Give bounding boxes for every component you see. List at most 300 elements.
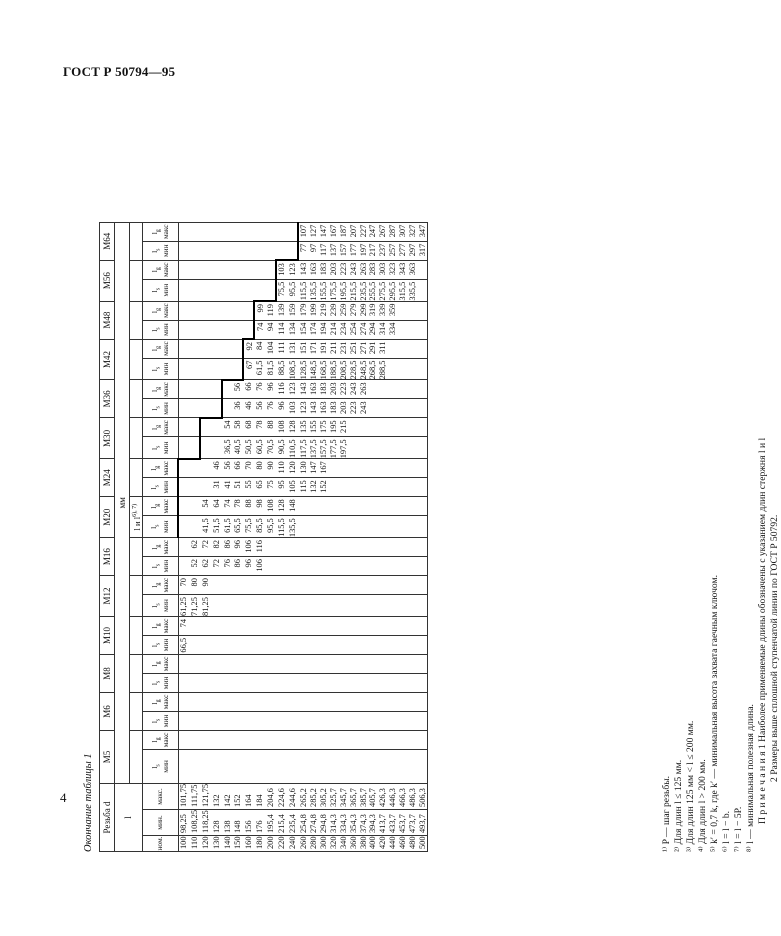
ls-value: 277 — [398, 241, 408, 260]
ls-value — [200, 749, 211, 783]
lg-value — [319, 654, 329, 673]
ls-value: 46 — [243, 399, 254, 418]
lg-value — [254, 260, 265, 279]
note-2: ²⁾ Для длин l ≤ 125 мм. — [673, 759, 684, 852]
ls-value — [378, 557, 388, 576]
lg-value — [398, 654, 408, 673]
lg-value — [398, 730, 408, 749]
ls-value — [328, 516, 338, 538]
l-nom: 140 — [222, 836, 233, 852]
ls-min-header — [143, 516, 179, 538]
lg-value: 359 — [388, 301, 398, 320]
lg-value — [417, 260, 427, 279]
lg-value — [348, 654, 358, 673]
l-min: 274,8 — [309, 809, 319, 835]
ls-value — [417, 279, 427, 301]
ls-value — [328, 711, 338, 730]
ls-value — [211, 241, 222, 260]
size-header: M8 — [100, 654, 115, 692]
lg-value: 99 — [254, 301, 265, 320]
l-max: 446,3 — [388, 783, 398, 809]
ls-value — [276, 241, 287, 260]
lg-value — [200, 222, 211, 241]
ls-value: 62 — [200, 557, 211, 576]
ls-value: 154 — [298, 320, 309, 339]
ls-value — [319, 711, 329, 730]
ls-value — [388, 358, 398, 380]
ls-sub: s — [154, 524, 161, 527]
ls-value: 71,25 — [189, 595, 200, 617]
l-nom: 130 — [211, 836, 222, 852]
l-min: 176 — [254, 809, 265, 835]
ls-value — [254, 279, 265, 301]
ls-value — [276, 557, 287, 576]
lg-value: 119 — [265, 301, 276, 320]
lg-max: макс — [160, 460, 170, 476]
l-max: 365,7 — [348, 783, 358, 809]
l-max: 152 — [232, 783, 243, 809]
l-nom: 480 — [408, 836, 418, 852]
ls-sym: l — [149, 645, 159, 648]
ls-value — [408, 557, 418, 576]
l-min: 235,4 — [287, 809, 298, 835]
ls-min: мин — [160, 638, 170, 652]
lg-value: 171 — [309, 339, 319, 358]
ls-min: мин — [160, 520, 170, 533]
lg-value — [408, 692, 418, 711]
size-header: M36 — [100, 380, 115, 418]
lg-value: 319 — [368, 301, 378, 320]
lg-value: 80 — [254, 459, 265, 478]
lg-value — [298, 616, 309, 635]
size-header: M10 — [100, 616, 115, 654]
lg-value: 307 — [398, 222, 408, 241]
ls-min-header — [143, 241, 179, 260]
ls-value: 76 — [265, 399, 276, 418]
lg-value — [211, 301, 222, 320]
lg-value — [232, 222, 243, 241]
ls-value — [232, 358, 243, 380]
lg-value — [189, 260, 200, 279]
ls-value — [328, 749, 338, 783]
l-min: 453,7 — [398, 809, 408, 835]
ls-sym: l — [149, 487, 159, 490]
ls-value: 177 — [348, 241, 358, 260]
ls-lg-label — [130, 654, 143, 692]
lg-value: 155 — [309, 418, 319, 437]
lg-value — [338, 538, 348, 557]
ls-value — [265, 595, 276, 617]
ls-value: 50,5 — [243, 437, 254, 459]
lg-value — [178, 497, 189, 516]
lg-value: 111 — [276, 339, 287, 358]
lg-value: 283 — [368, 260, 378, 279]
lg-value — [200, 459, 211, 478]
ls-value: 214 — [328, 320, 338, 339]
lg-value — [319, 692, 329, 711]
l-min: 334,3 — [338, 809, 348, 835]
ls-sub: s — [154, 287, 161, 291]
lg-value — [368, 654, 378, 673]
ls-value: 75 — [265, 478, 276, 497]
lg-value — [338, 459, 348, 478]
ls-value: 148,5 — [309, 358, 319, 380]
lg-value — [265, 538, 276, 557]
ls-value — [348, 437, 358, 459]
l-min: 354,3 — [348, 809, 358, 835]
l-nom: 200 — [265, 836, 276, 852]
ls-value — [298, 516, 309, 538]
lg-value: 227 — [358, 222, 368, 241]
ls-value: 134 — [287, 320, 298, 339]
ls-value: 36 — [232, 399, 243, 418]
lg-value — [222, 654, 233, 673]
lg-value: 148 — [287, 497, 298, 516]
note-8: ⁸⁾ l — минимальная полезная длина. — [745, 704, 756, 852]
ls-value — [243, 711, 254, 730]
ls-value — [211, 320, 222, 339]
ls-value — [200, 437, 211, 459]
ls-value — [254, 749, 265, 783]
lg-value: 139 — [276, 301, 287, 320]
lg-sub: g — [154, 737, 161, 741]
l-max: 506,3 — [417, 783, 427, 809]
ls-value — [254, 711, 265, 730]
ls-value — [408, 399, 418, 418]
ls-value — [328, 557, 338, 576]
ls-sub: s — [154, 563, 161, 567]
table-row — [211, 222, 222, 851]
ls-sub: s — [154, 406, 161, 409]
ls-value: 40,5 — [232, 437, 243, 459]
lg-value — [417, 497, 427, 516]
l-nom: 160 — [243, 836, 254, 852]
ls-value — [243, 635, 254, 654]
ls-value — [200, 399, 211, 418]
lg-value: 147 — [319, 222, 329, 241]
lg-value: 88 — [265, 418, 276, 437]
ls-value — [254, 635, 265, 654]
ls-value — [276, 711, 287, 730]
ls-value — [265, 635, 276, 654]
lg-value: 303 — [378, 260, 388, 279]
lg-value — [254, 730, 265, 749]
lg-value — [243, 654, 254, 673]
ls-min: мин — [160, 676, 170, 690]
lg-value — [265, 692, 276, 711]
lg-value — [309, 497, 319, 516]
l-max: 385,7 — [358, 783, 368, 809]
ls-value — [348, 711, 358, 730]
table-notes — [661, 92, 781, 852]
ls-value — [189, 478, 200, 497]
ls-value: 103 — [287, 399, 298, 418]
l-nom: 500 — [417, 836, 427, 852]
l-nom: 420 — [378, 836, 388, 852]
l-max: 101,75 — [178, 783, 189, 809]
lg-value: 219 — [319, 301, 329, 320]
lg-max: макс — [160, 577, 170, 593]
lg-value — [368, 692, 378, 711]
lg-sub: g — [154, 503, 161, 507]
ls-min-header — [143, 557, 179, 576]
ls-value: 67 — [243, 358, 254, 380]
ls-value: 97 — [309, 241, 319, 260]
thread-label: Резьба d — [100, 783, 115, 851]
lg-sub: g — [154, 386, 161, 390]
ls-value — [189, 673, 200, 692]
size-header: M48 — [100, 301, 115, 339]
lg-value — [398, 497, 408, 516]
lg-value — [417, 301, 427, 320]
lg-value — [178, 339, 189, 358]
lg-value — [408, 301, 418, 320]
l-max: 345,7 — [338, 783, 348, 809]
note-7: ⁷⁾ l = l − 5P. — [733, 806, 744, 852]
lg-sym: l — [149, 702, 159, 705]
ls-value — [232, 711, 243, 730]
lg-value — [368, 459, 378, 478]
ls-value: 51 — [232, 478, 243, 497]
ls-value: 215,5 — [348, 279, 358, 301]
ls-sub: s — [154, 680, 161, 684]
ls-value — [319, 673, 329, 692]
l-max: 111,75 — [189, 783, 200, 809]
lg-value: 211 — [328, 339, 338, 358]
lg-value — [338, 654, 348, 673]
ls-value — [388, 399, 398, 418]
l-max: 224,6 — [276, 783, 287, 809]
lg-value — [398, 459, 408, 478]
ls-value: 188,5 — [328, 358, 338, 380]
table-row — [276, 222, 287, 851]
lg-value — [189, 730, 200, 749]
lg-value — [338, 730, 348, 749]
lg-value — [309, 538, 319, 557]
l-nom: 110 — [189, 836, 200, 852]
ls-sub: s — [154, 445, 161, 448]
lg-sub: g — [154, 346, 161, 350]
lg-value — [417, 418, 427, 437]
l-min: 156 — [243, 809, 254, 835]
lg-value — [328, 497, 338, 516]
ls-value: 174 — [309, 320, 319, 339]
ls-value — [378, 635, 388, 654]
lg-value — [368, 538, 378, 557]
lg-max-header — [143, 538, 179, 557]
ls-value — [368, 635, 378, 654]
lg-value: 243 — [348, 380, 358, 399]
lg-value — [178, 730, 189, 749]
lg-value: 279 — [348, 301, 358, 320]
ls-value — [388, 635, 398, 654]
table-row — [319, 222, 329, 851]
rotated-content — [83, 92, 780, 852]
ls-value — [378, 711, 388, 730]
table-row — [348, 222, 358, 851]
ls-value — [338, 557, 348, 576]
ls-value — [232, 320, 243, 339]
ls-min: мин — [160, 559, 170, 573]
lg-value — [378, 418, 388, 437]
ls-value — [348, 516, 358, 538]
ls-value — [298, 673, 309, 692]
lg-value — [368, 497, 378, 516]
ls-value: 275,5 — [378, 279, 388, 301]
lg-value — [298, 692, 309, 711]
ls-value: 52 — [189, 557, 200, 576]
ls-value — [408, 516, 418, 538]
ls-value — [254, 673, 265, 692]
ls-value — [287, 241, 298, 260]
ls-value — [222, 358, 233, 380]
lg-value — [328, 692, 338, 711]
ls-value: 108,5 — [287, 358, 298, 380]
lg-value — [388, 730, 398, 749]
lg-value — [338, 616, 348, 635]
lg-value — [243, 730, 254, 749]
note-1: ¹⁾ P — шаг резьбы. — [661, 775, 672, 852]
ls-value — [328, 673, 338, 692]
ls-value — [319, 557, 329, 576]
l-nom: 280 — [309, 836, 319, 852]
lg-max: макс — [160, 224, 170, 240]
l-min: 138 — [222, 809, 233, 835]
lg-sym: l — [149, 389, 159, 392]
ls-value: 315,5 — [398, 279, 408, 301]
lg-sym: l — [149, 506, 159, 509]
ls-value — [222, 279, 233, 301]
ls-value — [287, 557, 298, 576]
lg-value — [211, 576, 222, 595]
lg-value: 163 — [309, 260, 319, 279]
ls-value — [287, 749, 298, 783]
ls-value — [328, 595, 338, 617]
ls-value: 157 — [338, 241, 348, 260]
lg-value: 88 — [243, 497, 254, 516]
ls-value — [200, 320, 211, 339]
ls-value — [338, 749, 348, 783]
lg-value — [378, 692, 388, 711]
ls-value: 177,5 — [328, 437, 338, 459]
lg-value — [328, 538, 338, 557]
lg-max: макс — [160, 732, 170, 748]
lg-value: 343 — [398, 260, 408, 279]
thread-length-table — [99, 222, 428, 852]
lg-value — [368, 730, 378, 749]
size-header: M5 — [100, 730, 115, 783]
lg-value — [368, 380, 378, 399]
ls-value — [189, 241, 200, 260]
lg-value: 108 — [276, 418, 287, 437]
lg-value — [319, 730, 329, 749]
ls-value — [398, 673, 408, 692]
lg-value: 46 — [211, 459, 222, 478]
ls-min: мин — [160, 714, 170, 728]
ls-value — [265, 673, 276, 692]
lg-value — [408, 730, 418, 749]
ls-min-header — [143, 478, 179, 497]
ls-value: 237 — [378, 241, 388, 260]
ls-value — [398, 399, 408, 418]
ls-value: 77 — [298, 241, 309, 260]
ls-value — [200, 711, 211, 730]
ls-value — [378, 437, 388, 459]
l-nom: 120 — [200, 836, 211, 852]
unit-label: мм — [115, 222, 130, 783]
lg-max: макс — [160, 694, 170, 710]
ls-value: 75,5 — [276, 279, 287, 301]
table-row — [309, 222, 319, 851]
ls-value: 223 — [348, 399, 358, 418]
l-min: 433,7 — [388, 809, 398, 835]
ls-value — [417, 320, 427, 339]
lg-value: 108 — [265, 497, 276, 516]
lg-value: 90 — [265, 459, 276, 478]
lg-sub: g — [154, 544, 161, 548]
table-row — [358, 222, 368, 851]
ls-value — [232, 241, 243, 260]
table-row — [265, 222, 276, 851]
ls-min: мин — [160, 323, 170, 336]
ls-value — [408, 437, 418, 459]
l-min: 108,25 — [189, 809, 200, 835]
lg-value — [338, 497, 348, 516]
ls-lg-label — [130, 222, 143, 260]
ls-value: 75,5 — [243, 516, 254, 538]
size-header: M16 — [100, 538, 115, 576]
ls-value — [276, 749, 287, 783]
lg-value: 54 — [222, 418, 233, 437]
lg-max-header — [143, 418, 179, 437]
lg-value: 106 — [243, 538, 254, 557]
lg-value — [222, 260, 233, 279]
size-header: M12 — [100, 576, 115, 617]
table-row — [417, 222, 427, 851]
lg-value — [398, 538, 408, 557]
ls-value — [368, 595, 378, 617]
lg-value — [398, 418, 408, 437]
lg-value — [417, 730, 427, 749]
ls-value — [319, 516, 329, 538]
ls-value: 60,5 — [254, 437, 265, 459]
ls-value: 157,5 — [319, 437, 329, 459]
ls-value — [243, 241, 254, 260]
lg-value — [417, 380, 427, 399]
lg-value — [338, 576, 348, 595]
ls-value — [388, 557, 398, 576]
ls-value — [298, 595, 309, 617]
table-row — [222, 222, 233, 851]
lg-value: 263 — [358, 380, 368, 399]
ls-value: 248,5 — [358, 358, 368, 380]
ls-value — [348, 595, 358, 617]
lg-value — [287, 654, 298, 673]
table-row — [338, 222, 348, 851]
ls-value — [417, 516, 427, 538]
lg-value — [368, 576, 378, 595]
ls-value — [378, 516, 388, 538]
lg-value — [348, 418, 358, 437]
lg-value — [265, 654, 276, 673]
lg-value — [319, 616, 329, 635]
ls-value — [232, 595, 243, 617]
l-nom: 380 — [358, 836, 368, 852]
lg-value — [408, 339, 418, 358]
l-nom: 260 — [298, 836, 309, 852]
l-max: 265,2 — [298, 783, 309, 809]
ls-value — [178, 749, 189, 783]
